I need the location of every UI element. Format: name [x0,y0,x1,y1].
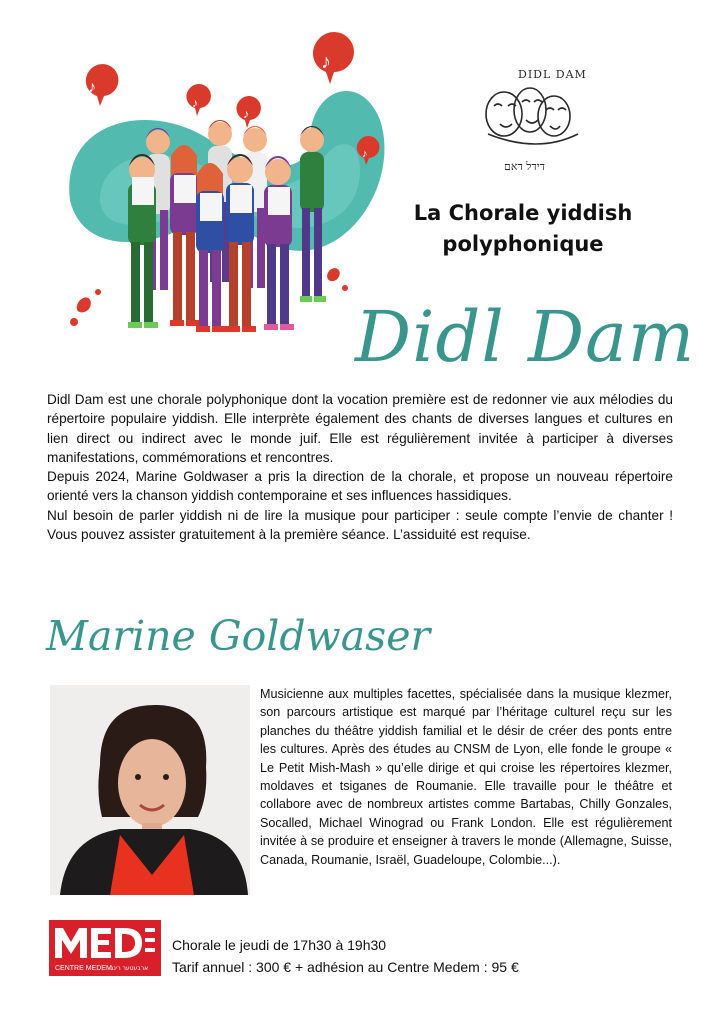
svg-text:♪: ♪ [321,51,331,73]
svg-text:♪: ♪ [362,148,368,160]
subtitle-line-2: polyphonique [442,232,604,256]
subtitle-line-1: La Chorale yiddish [413,201,633,225]
svg-text:♪: ♪ [192,96,198,110]
intro-paragraph: Didl Dam est une chorale polyphonique dont la vocation première est de redonner vie aux mélodies du répertoire populaire yiddish. Elle interprète également des chants de diverses langues et cultures en lien direct ou indirect avec le monde juif. Elle est régulièrement invitée à participer à diverses manifestations, commémorations et rencontres. [47,392,673,465]
svg-text:CENTRE MEDEM: CENTRE MEDEM [55,965,112,972]
director-bio: Musicienne aux multiples facettes, spécialisée dans la musique klezmer, son parcours artistique est marqué par l’héritage culturel reçu sur les planches du théâtre yiddish familial et le désir de créer des ponts entre les cultures. Après des études au CNSM de Lyon, elle fonde le groupe « Le Petit Mish-Mash » qu’elle dirige et qui croise les répertoires klezmer, moldaves et tsiganes de Roumanie. Elle travaille pour le théâtre et collabore avec de nombreux artistes comme Bartabas, Chilly Gonzales, Socalled, Michael Winograd ou Frank London. Elle est régulièrement invitée à se produire et enseigner à travers le monde (Allemagne, Suisse, Canada, Roumanie, Israël, Guadeloupe, Colombie...). [260,687,672,867]
intro-paragraph: Nul besoin de parler yiddish ni de lire la musique pour participer : seule compte l’envie de chanter ! Vous pouvez assister gratuitement à la première séance. L’assiduité est requise. [47,507,673,543]
choir-illustration [60,30,390,340]
centre-medem-logo [49,920,161,976]
page-title: Didl Dam [355,296,696,378]
svg-text:♪: ♪ [243,107,249,121]
intro-paragraph: Depuis 2024, Marine Goldwaser a pris la direction de la chorale, et propose un nouveau répertoire orienté vers la chanson yiddish contemporaine et ses influences hassidiques. [47,469,673,504]
music-note-icon [86,64,119,106]
svg-text:DIDL DAM: DIDL DAM [518,68,587,81]
didl-dam-logo [474,62,592,178]
music-note-icon [186,84,210,116]
music-note-icon [313,32,354,84]
subtitle [400,198,646,260]
music-note-icon [236,96,260,128]
schedule-time: Chorale le jeudi de 17h30 à 19h30 [172,937,387,953]
director-name: Marine Goldwaser [46,612,431,660]
svg-text:ארבעטער רינג: ארבעטער רינג [111,965,149,972]
intro-text [47,390,673,544]
svg-text:דידל דאם: דידל דאם [504,160,545,173]
schedule-info [172,934,519,978]
schedule-fee: Tarif annuel : 300 € + adhésion au Centre Medem : 95 € [172,959,519,975]
svg-text:♪: ♪ [88,79,96,96]
director-portrait [50,685,250,895]
